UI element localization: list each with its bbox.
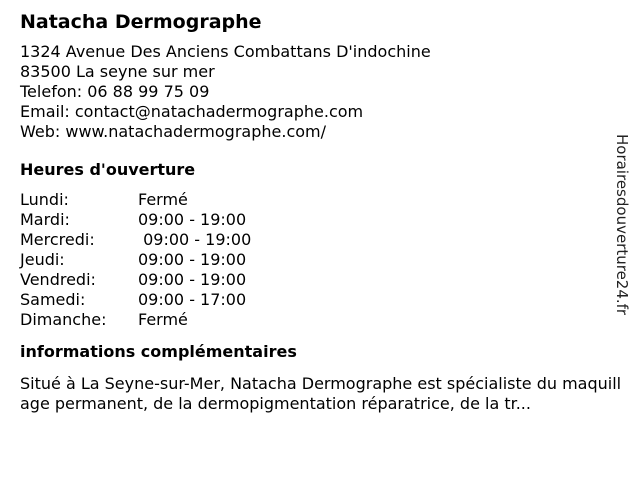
day-label: Dimanche: [20,310,107,329]
day-label: Jeudi: [20,250,65,269]
hours-row [20,190,620,210]
site-watermark: Horairesdouverture24.fr [613,134,631,316]
time-value: 09:00 - 19:00 [138,270,247,289]
address-line: 1324 Avenue Des Anciens Combattans D'indochine [20,42,431,61]
day-label: Samedi: [20,290,86,309]
day-label: Mercredi: [20,230,95,249]
time-value: Fermé [138,310,188,329]
contact-block [20,42,620,142]
info-heading: informations complémentaires [20,342,297,361]
day-label: Vendredi: [20,270,96,289]
business-card [20,8,620,414]
hours-table [20,190,620,330]
day-label: Lundi: [20,190,69,209]
web-line: Web: www.natachadermographe.com/ [20,122,326,141]
info-description: Situé à La Seyne-sur-Mer, Natacha Dermographe est spécialiste du maquillage permanent, de la dermopigmentation réparatrice, de la tr... [20,374,622,413]
time-value: Fermé [138,190,188,209]
time-value: 09:00 - 19:00 [138,230,252,249]
phone-line: Telefon: 06 88 99 75 09 [20,82,210,101]
time-value: 09:00 - 17:00 [138,290,247,309]
email-line: Email: contact@natachadermographe.com [20,102,364,121]
day-label: Mardi: [20,210,70,229]
time-value: 09:00 - 19:00 [138,210,247,229]
business-name: Natacha Dermographe [20,11,262,33]
time-value: 09:00 - 19:00 [138,250,247,269]
hours-row [20,210,620,230]
hours-row [20,250,620,270]
hours-heading: Heures d'ouverture [20,160,196,179]
hours-row [20,290,620,310]
hours-row [20,270,620,290]
hours-row [20,310,620,330]
hours-row [20,230,620,250]
city-line: 83500 La seyne sur mer [20,62,215,81]
